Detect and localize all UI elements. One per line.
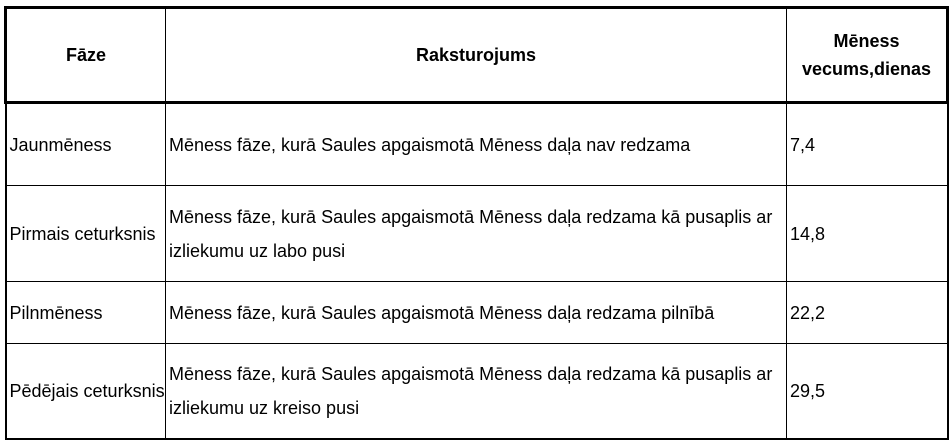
header-age-line1: Mēness — [833, 31, 900, 51]
description-cell: Mēness fāze, kurā Saules apgaismotā Mēness daļa redzama pilnībā — [166, 282, 787, 344]
table-row — [6, 282, 948, 344]
header-phase: Fāze — [6, 8, 166, 103]
header-description: Raksturojums — [166, 8, 787, 103]
phase-cell: Pirmais ceturksnis — [6, 186, 166, 282]
header-age-line2: vecums,dienas — [801, 59, 932, 79]
phase-cell: Pēdējais ceturksnis — [6, 344, 166, 439]
age-cell: 14,8 — [787, 186, 948, 282]
phase-cell: Pilnmēness — [6, 282, 166, 344]
description-cell: Mēness fāze, kurā Saules apgaismotā Mēness daļa redzama kā pusaplis ar izliekumu uz kreiso pusi — [166, 344, 787, 439]
age-cell: 22,2 — [787, 282, 948, 344]
age-cell: 7,4 — [787, 103, 948, 186]
age-cell: 29,5 — [787, 344, 948, 439]
description-cell: Mēness fāze, kurā Saules apgaismotā Mēness daļa redzama kā pusaplis ar izliekumu uz labo pusi — [166, 186, 787, 282]
moon-phases-table — [4, 6, 949, 440]
table-row — [6, 103, 948, 186]
header-row — [6, 8, 948, 103]
table-row — [6, 344, 948, 439]
table-row — [6, 186, 948, 282]
phase-cell: Jaunmēness — [6, 103, 166, 186]
header-age — [787, 8, 948, 103]
description-cell: Mēness fāze, kurā Saules apgaismotā Mēness daļa nav redzama — [166, 103, 787, 186]
